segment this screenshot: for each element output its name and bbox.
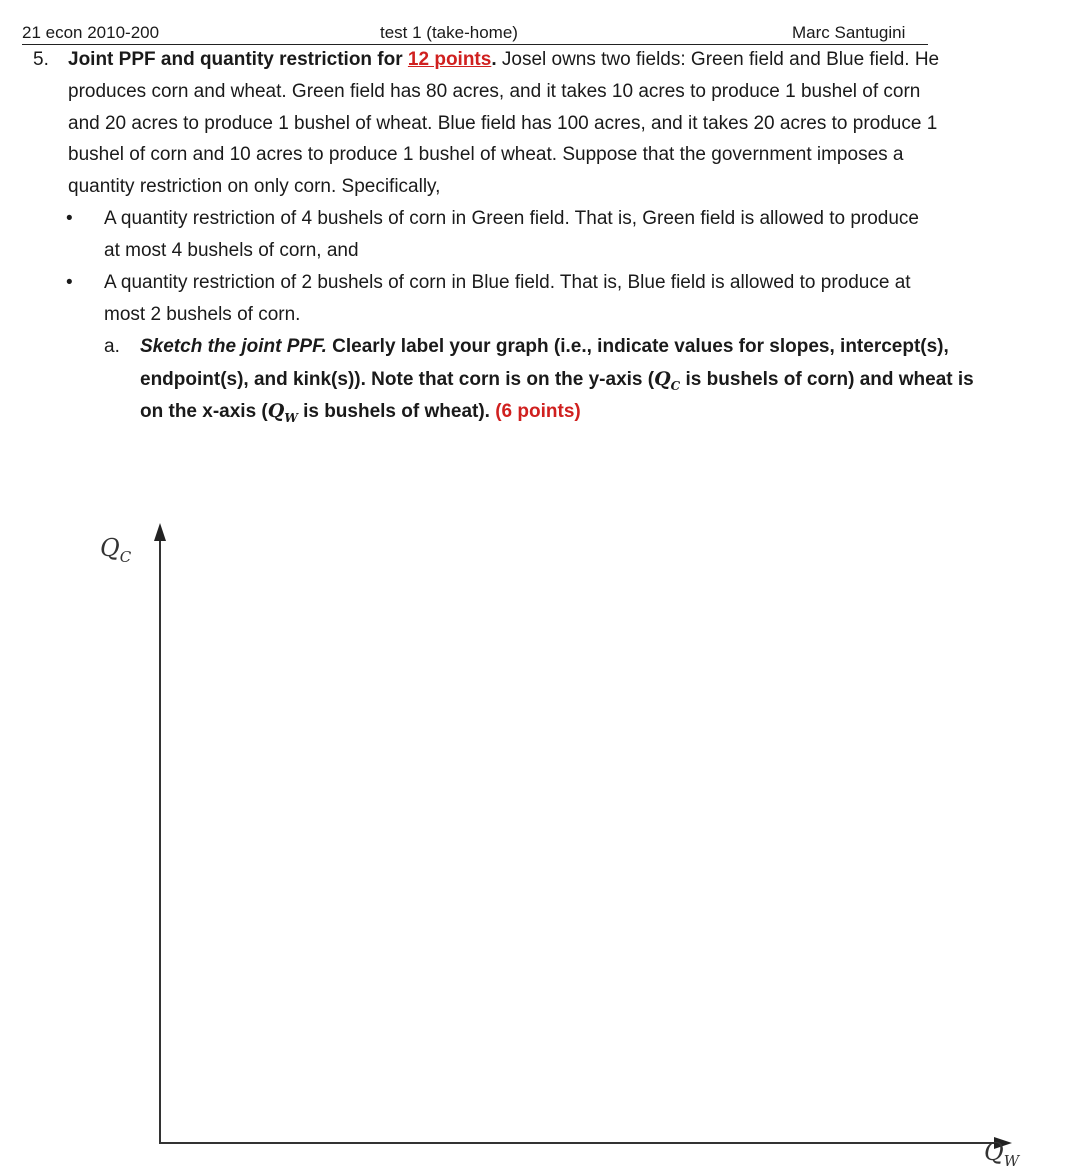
problem-title: Joint PPF and quantity restriction for <box>68 49 403 70</box>
bullet-dot-1: • <box>66 208 73 229</box>
problem-line-3: and 20 acres to produce 1 bushel of wheat. Blue field has 100 acres, and it takes 20 acres to produce 1 <box>68 113 938 134</box>
part-a-bold-1: Clearly label your graph (i.e., indicate values for slopes, intercept(s), <box>326 336 949 357</box>
author-label: Marc Santugini <box>792 23 906 42</box>
y-axis-label: $Q_C$ <box>100 534 132 566</box>
part-a-line-2-start: endpoint(s), and kink(s)). Note that corn is on the y-axis ( <box>140 369 655 390</box>
bullet-1-line-1: A quantity restriction of 4 bushels of corn in Green field. That is, Green field is allowed to produce <box>104 208 919 229</box>
problem-title-end: . <box>491 49 497 70</box>
part-a-line-3-mid: is bushels of wheat). <box>297 401 496 422</box>
problem-line-5: quantity restriction on only corn. Specifically, <box>68 176 441 197</box>
course-label: 21 econ 2010-200 <box>22 23 160 42</box>
problem-points: 12 points <box>407 49 492 70</box>
problem-number: 5. <box>33 49 49 70</box>
problem-line-4: bushel of corn and 10 acres to produce 1 bushel of wheat. Suppose that the government imposes a <box>68 144 904 165</box>
y-axis-arrow <box>154 523 166 541</box>
part-a-line-3-start: on the x-axis ( <box>140 401 268 422</box>
bullet-1-line-2: at most 4 bushels of corn, and <box>104 240 359 261</box>
qc-symbol: $Q_C$ <box>654 368 681 393</box>
part-a-points: (6 points) <box>495 401 581 422</box>
test-label: test 1 (take-home) <box>380 23 518 42</box>
bullet-2-line-1: A quantity restriction of 2 bushels of corn in Blue field. That is, Blue field is allowed to produce at <box>104 272 911 293</box>
part-a-line-2-end: is bushels of corn) and wheat is <box>680 369 974 390</box>
bullet-2-line-2: most 2 bushels of corn. <box>104 304 301 325</box>
qw-symbol: $Q_W$ <box>267 400 298 425</box>
part-a-letter: a. <box>104 336 120 357</box>
part-a-italic: Sketch the joint PPF. <box>140 336 327 357</box>
problem-line-2: produces corn and wheat. Green field has 80 acres, and it takes 10 acres to produce 1 bushel of corn <box>68 81 921 102</box>
x-axis-label: $Q_W$ <box>984 1138 1020 1170</box>
bullet-dot-2: • <box>66 272 73 293</box>
problem-line-1-rest: Josel owns two fields: Green field and Blue field. He <box>496 49 940 70</box>
